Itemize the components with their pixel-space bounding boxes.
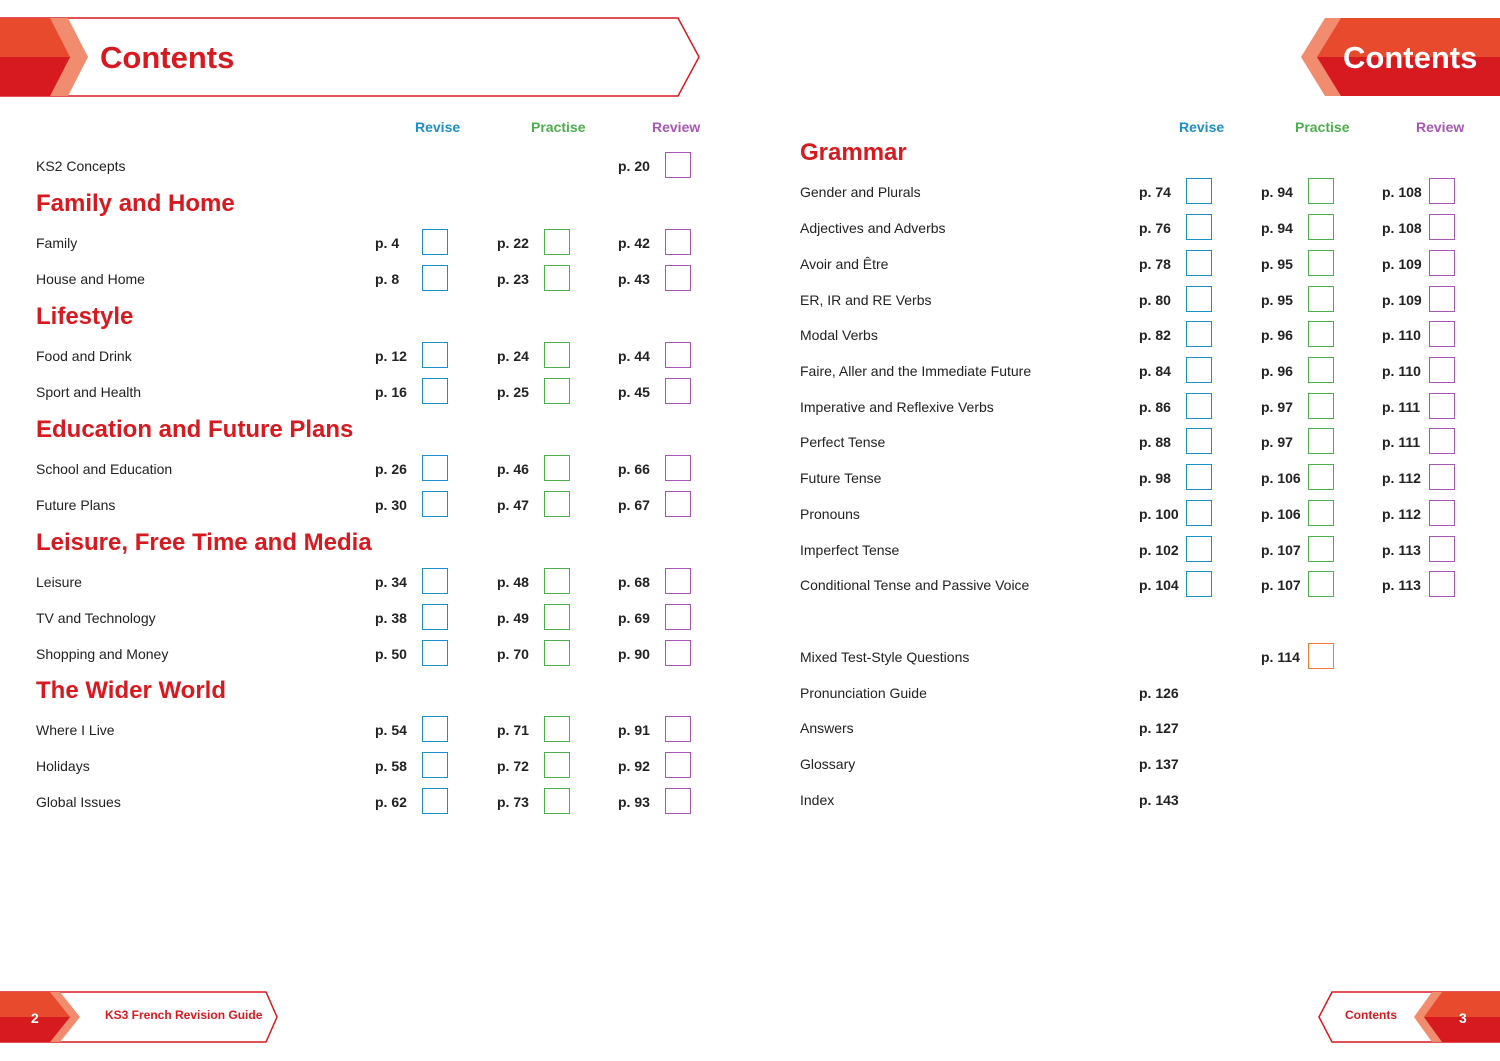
revise-page: p. 8 <box>375 271 400 287</box>
practise-page: p. 71 <box>497 722 529 738</box>
topic-label: Shopping and Money <box>36 646 169 662</box>
right-footer-banner <box>1310 985 1500 1047</box>
practise-page: p. 95 <box>1261 292 1293 308</box>
review-checkbox[interactable] <box>1429 250 1455 276</box>
practise-page: p. 22 <box>497 235 529 251</box>
ks2-review-page: p. 20 <box>618 158 650 174</box>
ks2-concepts-label: KS2 Concepts <box>36 158 126 174</box>
review-page: p. 110 <box>1382 363 1421 379</box>
revise-page: p. 88 <box>1139 434 1171 450</box>
revise-checkbox[interactable] <box>422 568 448 594</box>
left-footer-book-title: KS3 French Revision Guide <box>105 1008 263 1022</box>
revise-checkbox[interactable] <box>1186 536 1212 562</box>
practise-page: p. 107 <box>1261 577 1301 593</box>
revise-page: p. 58 <box>375 758 407 774</box>
left-review-header: Review <box>652 119 701 135</box>
review-page: p. 68 <box>618 574 650 590</box>
review-checkbox[interactable] <box>665 378 691 404</box>
review-page: p. 67 <box>618 497 650 513</box>
revise-page: p. 80 <box>1139 292 1171 308</box>
review-checkbox[interactable] <box>665 265 691 291</box>
review-page: p. 110 <box>1382 327 1421 343</box>
revise-page: p. 30 <box>375 497 407 513</box>
left-page-number: 2 <box>31 1010 39 1026</box>
review-page: p. 66 <box>618 461 650 477</box>
review-checkbox[interactable] <box>665 640 691 666</box>
revise-checkbox[interactable] <box>422 752 448 778</box>
review-checkbox[interactable] <box>1429 214 1455 240</box>
glossary-label: Glossary <box>800 756 856 772</box>
revise-page: p. 86 <box>1139 399 1171 415</box>
review-page: p. 111 <box>1382 434 1421 450</box>
practise-page: p. 96 <box>1261 363 1293 379</box>
left-revise-header: Revise <box>415 119 461 135</box>
practise-checkbox[interactable] <box>1308 321 1334 347</box>
practise-checkbox[interactable] <box>1308 214 1334 240</box>
practise-page: p. 47 <box>497 497 529 513</box>
practise-page: p. 48 <box>497 574 529 590</box>
practise-page: p. 97 <box>1261 434 1293 450</box>
review-checkbox[interactable] <box>665 788 691 814</box>
mixed-questions-label: Mixed Test-Style Questions <box>800 649 970 665</box>
revise-checkbox[interactable] <box>422 342 448 368</box>
practise-checkbox[interactable] <box>544 568 570 594</box>
topic-label: Future Plans <box>36 497 116 513</box>
review-checkbox[interactable] <box>1429 428 1455 454</box>
revise-page: p. 12 <box>375 348 407 364</box>
revise-checkbox[interactable] <box>1186 428 1212 454</box>
revise-page: p. 4 <box>375 235 400 251</box>
practise-page: p. 73 <box>497 794 529 810</box>
review-checkbox[interactable] <box>1429 571 1455 597</box>
review-checkbox[interactable] <box>1429 286 1455 312</box>
pronunciation-guide-page: p. 126 <box>1139 685 1179 701</box>
review-page: p. 112 <box>1382 470 1421 486</box>
topic-label: Future Tense <box>800 470 882 486</box>
section-heading-education: Education and Future Plans <box>36 416 354 443</box>
mixed-questions-page: p. 114 <box>1261 649 1300 665</box>
practise-page: p. 24 <box>497 348 529 364</box>
review-checkbox[interactable] <box>1429 393 1455 419</box>
practise-page: p. 23 <box>497 271 529 287</box>
topic-label: Gender and Plurals <box>800 184 921 200</box>
revise-checkbox[interactable] <box>1186 286 1212 312</box>
review-page: p. 69 <box>618 610 650 626</box>
practise-page: p. 107 <box>1261 542 1301 558</box>
revise-checkbox[interactable] <box>422 265 448 291</box>
practise-page: p. 72 <box>497 758 529 774</box>
revise-page: p. 74 <box>1139 184 1171 200</box>
left-practise-header: Practise <box>531 119 586 135</box>
revise-page: p. 102 <box>1139 542 1179 558</box>
revise-checkbox[interactable] <box>1186 393 1212 419</box>
review-page: p. 92 <box>618 758 650 774</box>
review-page: p. 44 <box>618 348 650 364</box>
review-page: p. 42 <box>618 235 650 251</box>
review-page: p. 93 <box>618 794 650 810</box>
revise-page: p. 78 <box>1139 256 1171 272</box>
practise-checkbox[interactable] <box>544 265 570 291</box>
revise-page: p. 38 <box>375 610 407 626</box>
revise-page: p. 34 <box>375 574 407 590</box>
topic-label: TV and Technology <box>36 610 156 626</box>
index-page: p. 143 <box>1139 792 1179 808</box>
review-checkbox[interactable] <box>665 491 691 517</box>
review-page: p. 109 <box>1382 256 1422 272</box>
practise-checkbox[interactable] <box>1308 464 1334 490</box>
practise-checkbox[interactable] <box>544 604 570 630</box>
revise-page: p. 98 <box>1139 470 1171 486</box>
revise-checkbox[interactable] <box>1186 321 1212 347</box>
practise-checkbox[interactable] <box>1308 500 1334 526</box>
section-heading-grammar: Grammar <box>800 139 907 166</box>
practise-checkbox[interactable] <box>544 752 570 778</box>
review-page: p. 113 <box>1382 542 1421 558</box>
practise-page: p. 25 <box>497 384 529 400</box>
revise-checkbox[interactable] <box>422 788 448 814</box>
topic-label: House and Home <box>36 271 145 287</box>
topic-label: School and Education <box>36 461 173 477</box>
revise-checkbox[interactable] <box>422 604 448 630</box>
practise-page: p. 106 <box>1261 470 1301 486</box>
topic-label: Global Issues <box>36 794 121 810</box>
practise-checkbox[interactable] <box>1308 571 1334 597</box>
practise-checkbox[interactable] <box>1308 357 1334 383</box>
index-label: Index <box>800 792 835 808</box>
revise-page: p. 50 <box>375 646 407 662</box>
review-checkbox[interactable] <box>1429 464 1455 490</box>
review-checkbox[interactable] <box>665 716 691 742</box>
review-page: p. 112 <box>1382 506 1421 522</box>
right-footer-section-label: Contents <box>1345 1008 1397 1022</box>
practise-page: p. 70 <box>497 646 529 662</box>
section-heading-lifestyle: Lifestyle <box>36 303 134 330</box>
section-heading-family-home: Family and Home <box>36 190 235 217</box>
pronunciation-guide-label: Pronunciation Guide <box>800 685 927 701</box>
left-page-title: Contents <box>100 40 235 75</box>
review-page: p. 111 <box>1382 399 1421 415</box>
revise-page: p. 104 <box>1139 577 1179 593</box>
practise-checkbox[interactable] <box>544 378 570 404</box>
revise-page: p. 16 <box>375 384 407 400</box>
right-page-number: 3 <box>1459 1010 1467 1026</box>
topic-label: Faire, Aller and the Immediate Future <box>800 363 1032 379</box>
review-page: p. 108 <box>1382 220 1422 236</box>
practise-checkbox[interactable] <box>1308 286 1334 312</box>
answers-label: Answers <box>800 720 854 736</box>
review-checkbox[interactable] <box>665 604 691 630</box>
right-review-header: Review <box>1416 119 1465 135</box>
revise-page: p. 26 <box>375 461 407 477</box>
topic-label: Conditional Tense and Passive Voice <box>800 577 1030 593</box>
review-page: p. 113 <box>1382 577 1421 593</box>
review-checkbox[interactable] <box>1429 500 1455 526</box>
practise-checkbox[interactable] <box>544 455 570 481</box>
revise-page: p. 54 <box>375 722 407 738</box>
review-page: p. 108 <box>1382 184 1422 200</box>
practise-checkbox[interactable] <box>544 640 570 666</box>
review-page: p. 43 <box>618 271 650 287</box>
practise-page: p. 96 <box>1261 327 1293 343</box>
revise-page: p. 76 <box>1139 220 1171 236</box>
right-revise-header: Revise <box>1179 119 1225 135</box>
review-checkbox[interactable] <box>1429 357 1455 383</box>
practise-page: p. 97 <box>1261 399 1293 415</box>
practise-checkbox[interactable] <box>1308 178 1334 204</box>
practise-checkbox[interactable] <box>544 229 570 255</box>
right-practise-header: Practise <box>1295 119 1350 135</box>
topic-label: Sport and Health <box>36 384 142 400</box>
practise-checkbox[interactable] <box>1308 536 1334 562</box>
revise-checkbox[interactable] <box>422 229 448 255</box>
section-heading-wider-world: The Wider World <box>36 677 227 704</box>
topic-label: Perfect Tense <box>800 434 886 450</box>
revise-checkbox[interactable] <box>422 378 448 404</box>
topic-label: Food and Drink <box>36 348 132 364</box>
review-checkbox[interactable] <box>665 752 691 778</box>
topic-label: Imperative and Reflexive Verbs <box>800 399 994 415</box>
review-checkbox[interactable] <box>1429 536 1455 562</box>
review-checkbox[interactable] <box>665 568 691 594</box>
practise-page: p. 106 <box>1261 506 1301 522</box>
review-checkbox[interactable] <box>1429 321 1455 347</box>
revise-checkbox[interactable] <box>422 640 448 666</box>
mixed-questions-checkbox[interactable] <box>1308 643 1334 669</box>
topic-label: Modal Verbs <box>800 327 878 343</box>
practise-checkbox[interactable] <box>544 491 570 517</box>
right-page-title: Contents <box>1343 40 1478 75</box>
revise-checkbox[interactable] <box>422 716 448 742</box>
revise-page: p. 82 <box>1139 327 1171 343</box>
topic-label: Leisure <box>36 574 82 590</box>
practise-page: p. 46 <box>497 461 529 477</box>
revise-checkbox[interactable] <box>422 455 448 481</box>
revise-page: p. 100 <box>1139 506 1179 522</box>
revise-page: p. 84 <box>1139 363 1171 379</box>
review-page: p. 45 <box>618 384 650 400</box>
glossary-page: p. 137 <box>1139 756 1179 772</box>
practise-checkbox[interactable] <box>544 788 570 814</box>
practise-page: p. 95 <box>1261 256 1293 272</box>
topic-label: Family <box>36 235 78 251</box>
topic-label: Adjectives and Adverbs <box>800 220 946 236</box>
revise-checkbox[interactable] <box>1186 178 1212 204</box>
revise-page: p. 62 <box>375 794 407 810</box>
review-checkbox[interactable] <box>665 342 691 368</box>
ks2-review-checkbox[interactable] <box>665 152 691 178</box>
practise-checkbox[interactable] <box>544 716 570 742</box>
practise-page: p. 49 <box>497 610 529 626</box>
practise-checkbox[interactable] <box>1308 428 1334 454</box>
practise-checkbox[interactable] <box>544 342 570 368</box>
topic-label: Imperfect Tense <box>800 542 900 558</box>
revise-checkbox[interactable] <box>1186 357 1212 383</box>
review-page: p. 90 <box>618 646 650 662</box>
topic-label: Pronouns <box>800 506 860 522</box>
topic-label: Holidays <box>36 758 90 774</box>
topic-label: Where I Live <box>36 722 115 738</box>
answers-page: p. 127 <box>1139 720 1179 736</box>
revise-checkbox[interactable] <box>1186 464 1212 490</box>
practise-page: p. 94 <box>1261 220 1293 236</box>
topic-label: Avoir and Être <box>800 256 889 272</box>
revise-checkbox[interactable] <box>1186 500 1212 526</box>
topic-label: ER, IR and RE Verbs <box>800 292 932 308</box>
review-checkbox[interactable] <box>665 229 691 255</box>
practise-page: p. 94 <box>1261 184 1293 200</box>
review-checkbox[interactable] <box>1429 178 1455 204</box>
practise-checkbox[interactable] <box>1308 393 1334 419</box>
section-heading-leisure: Leisure, Free Time and Media <box>36 529 372 556</box>
review-checkbox[interactable] <box>665 455 691 481</box>
revise-checkbox[interactable] <box>1186 571 1212 597</box>
review-page: p. 91 <box>618 722 650 738</box>
revise-checkbox[interactable] <box>422 491 448 517</box>
practise-checkbox[interactable] <box>1308 250 1334 276</box>
revise-checkbox[interactable] <box>1186 214 1212 240</box>
revise-checkbox[interactable] <box>1186 250 1212 276</box>
review-page: p. 109 <box>1382 292 1422 308</box>
